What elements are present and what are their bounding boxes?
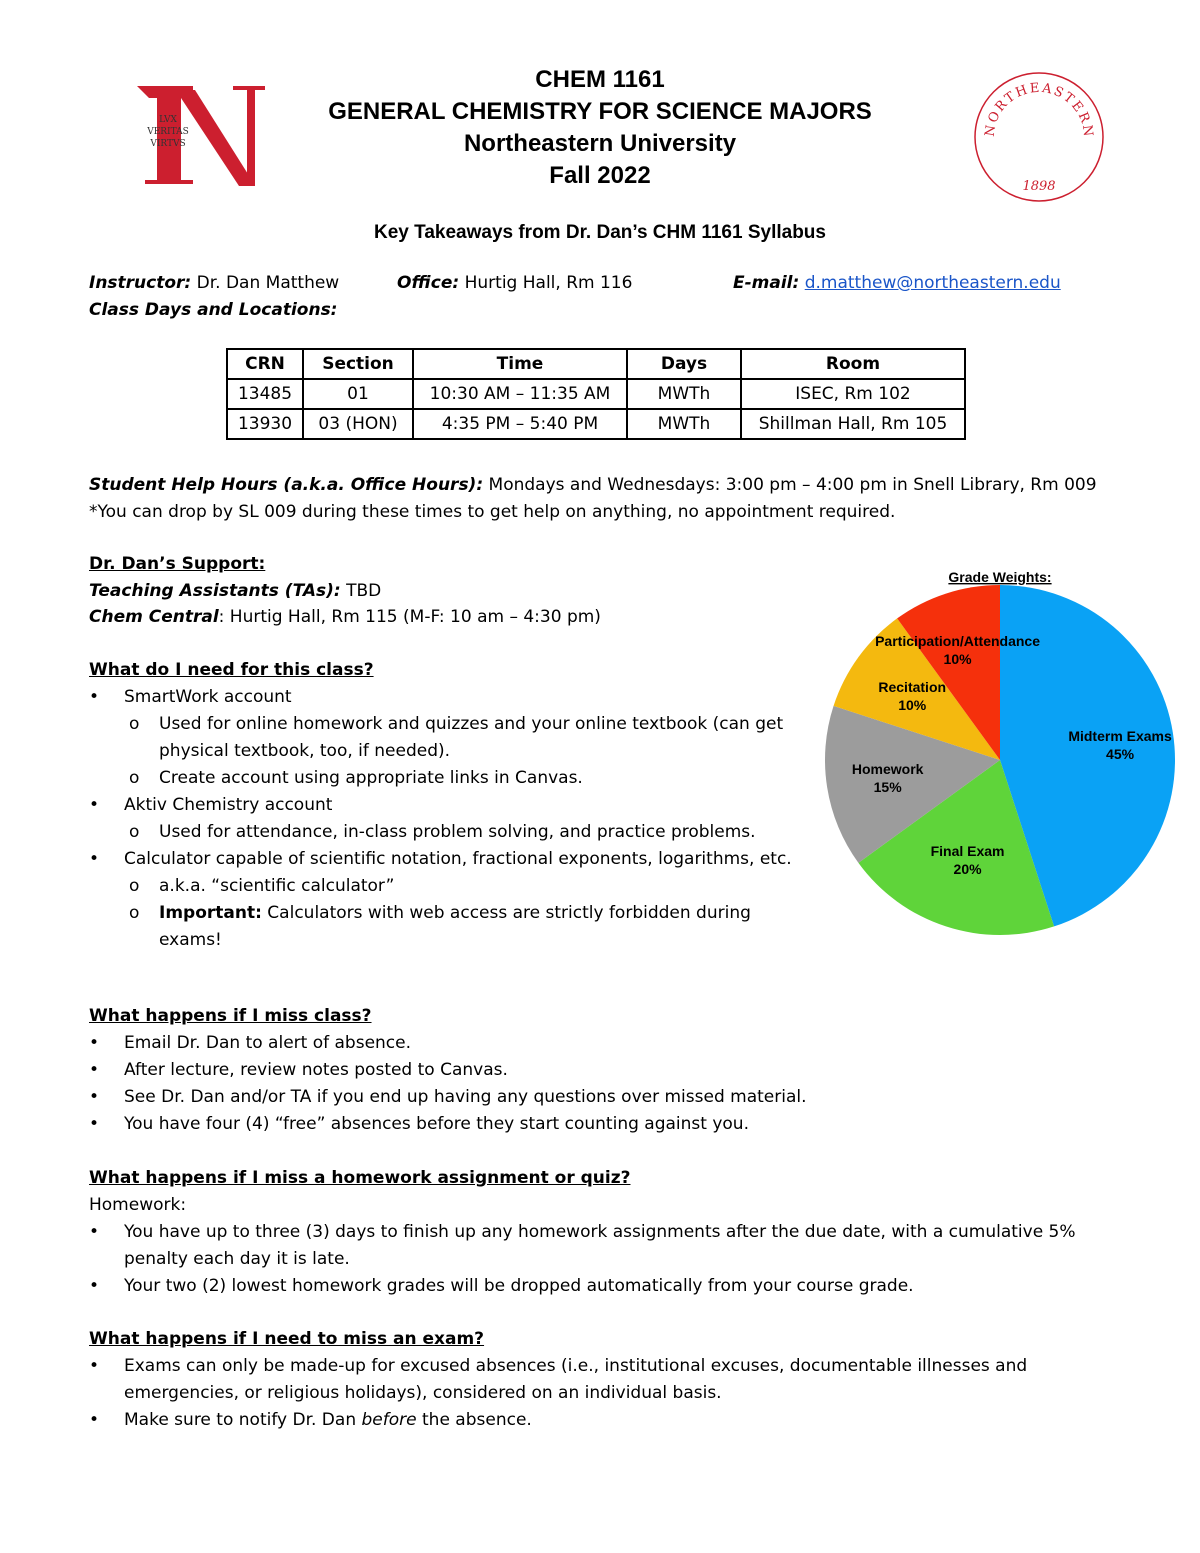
needs-list (89, 684, 809, 954)
miss-class-list (89, 1030, 1109, 1138)
pie-label-name: Recitation (878, 679, 947, 696)
miss-exam-list (89, 1353, 1089, 1434)
col-section: Section (303, 349, 413, 379)
smartwork-item: SmartWork account (124, 687, 292, 707)
seal-text: NORTHEASTERN (982, 80, 1096, 140)
chart-title: Grade Weights: (948, 569, 1052, 585)
list-item: o Used for attendance, in-class problem solving, and practice problems. (124, 819, 809, 846)
col-days: Days (627, 349, 741, 379)
office-label: Office: (397, 273, 460, 293)
list-item: • Email Dr. Dan to alert of absence. (89, 1030, 1109, 1057)
instructor-name: Dr. Dan Matthew (196, 273, 340, 293)
list-item: • See Dr. Dan and/or TA if you end up having any questions over missed material. (89, 1084, 1109, 1111)
list-item (89, 684, 809, 792)
office-line (397, 273, 632, 293)
pie-svg (820, 560, 1190, 960)
needs-heading: What do I need for this class? (89, 660, 374, 680)
pie-label-name: Midterm Exams (1068, 727, 1172, 744)
col-room: Room (741, 349, 965, 379)
logo-motto-3: VIRTVS (150, 139, 186, 149)
term: Fall 2022 (549, 162, 651, 189)
cell-crn: 13485 (227, 379, 303, 409)
ta-label: Teaching Assistants (TAs): (89, 581, 341, 601)
table-header-row (227, 349, 965, 379)
support-heading: Dr. Dan’s Support: (89, 554, 266, 574)
homework-label: Homework: (89, 1195, 187, 1215)
list-item: • You have four (4) “free” absences before they start counting against you. (89, 1111, 1109, 1138)
aktiv-item: Aktiv Chemistry account (124, 795, 333, 815)
chem-central-label: Chem Central (89, 607, 219, 627)
pie-label-value: 15% (873, 778, 902, 795)
instructor-line (89, 273, 339, 293)
grade-weights-chart (820, 560, 1190, 960)
course-name: GENERAL CHEMISTRY FOR SCIENCE MAJORS (328, 98, 872, 125)
cell-room: Shillman Hall, Rm 105 (741, 409, 965, 439)
pie-label-value: 45% (1106, 745, 1135, 762)
miss-class-heading: What happens if I miss class? (89, 1006, 372, 1026)
list-item: • Your two (2) lowest homework grades will be dropped automatically from your course grade. (89, 1273, 1119, 1300)
ta-value: TBD (340, 581, 382, 601)
course-code: CHEM 1161 (535, 66, 665, 93)
cell-time: 10:30 AM – 11:35 AM (413, 379, 627, 409)
cell-section: 01 (303, 379, 413, 409)
important-text: Calculators with web access are strictly forbidden during exams! (159, 903, 751, 950)
table-row (227, 379, 965, 409)
email-link[interactable]: d.matthew@northeastern.edu (804, 273, 1061, 293)
calculator-item: Calculator capable of scientific notation, fractional exponents, logarithms, etc. (124, 849, 792, 869)
email-label: E-mail: (733, 273, 800, 293)
university-name: Northeastern University (463, 130, 737, 157)
email-line (733, 273, 1061, 293)
smartwork-sublist (124, 711, 809, 792)
help-hours-line (89, 475, 1097, 495)
help-hours-value: Mondays and Wednesdays: 3:00 pm – 4:00 pm in Snell Library, Rm 009 (483, 475, 1097, 495)
notify-text-post: the absence. (416, 1410, 532, 1430)
pie-label-value: 20% (953, 860, 982, 877)
aktiv-sublist (124, 819, 809, 846)
course-header (0, 64, 1200, 192)
list-item: o Create account using appropriate links in Canvas. (124, 765, 809, 792)
col-time: Time (413, 349, 627, 379)
pie-label-value: 10% (898, 697, 927, 714)
cell-section: 03 (HON) (303, 409, 413, 439)
cell-room: ISEC, Rm 102 (741, 379, 965, 409)
miss-hw-list (89, 1219, 1119, 1300)
cell-days: MWTh (627, 379, 741, 409)
class-days-label: Class Days and Locations: (89, 300, 338, 320)
list-item: • You have up to three (3) days to finish up any homework assignments after the due date, with a cumulative 5% penalty each day it is late. (89, 1219, 1119, 1273)
pie-label-value: 10% (943, 651, 972, 668)
list-item (124, 900, 809, 954)
chem-central-value: : Hurtig Hall, Rm 115 (M-F: 10 am – 4:30 pm) (218, 607, 601, 627)
cell-time: 4:35 PM – 5:40 PM (413, 409, 627, 439)
list-item: • Exams can only be made-up for excused absences (i.e., institutional excuses, documentable illnesses and emergencies, or religious holidays), considered on an individual basis. (89, 1353, 1089, 1407)
pie-label-name: Final Exam (930, 842, 1005, 859)
pie-label-name: Homework (851, 760, 924, 777)
list-item: o Used for online homework and quizzes and your online textbook (can get physical textbook, too, if needed). (124, 711, 809, 765)
cell-crn: 13930 (227, 409, 303, 439)
list-item (89, 1407, 1089, 1434)
page-subtitle: Key Takeaways from Dr. Dan’s CHM 1161 Syllabus (374, 222, 826, 243)
schedule-table (226, 348, 966, 440)
notify-text-emphasis: before (361, 1410, 417, 1430)
miss-exam-heading: What happens if I need to miss an exam? (89, 1329, 485, 1349)
list-item (89, 792, 809, 846)
seal-year: 1898 (1022, 179, 1056, 194)
office-value: Hurtig Hall, Rm 116 (464, 273, 633, 293)
instructor-label: Instructor: (89, 273, 192, 293)
list-item (89, 846, 809, 954)
calculator-sublist (124, 873, 809, 954)
help-hours-label: Student Help Hours (a.k.a. Office Hours): (89, 475, 484, 495)
col-crn: CRN (227, 349, 303, 379)
list-item: • After lecture, review notes posted to Canvas. (89, 1057, 1109, 1084)
miss-hw-heading: What happens if I miss a homework assignment or quiz? (89, 1168, 631, 1188)
help-hours-note: *You can drop by SL 009 during these times to get help on anything, no appointment required. (89, 502, 896, 522)
chem-central-line (89, 607, 601, 627)
cell-days: MWTh (627, 409, 741, 439)
notify-text-pre: Make sure to notify Dr. Dan (124, 1410, 362, 1430)
list-item: o a.k.a. “scientific calculator” (124, 873, 809, 900)
logo-motto-2: VERITAS (147, 127, 189, 137)
table-row (227, 409, 965, 439)
important-label: Important: (159, 903, 262, 923)
pie-label-name: Participation/Attendance (875, 633, 1041, 650)
logo-motto-1: LVX (159, 115, 177, 125)
ta-line (89, 581, 381, 601)
